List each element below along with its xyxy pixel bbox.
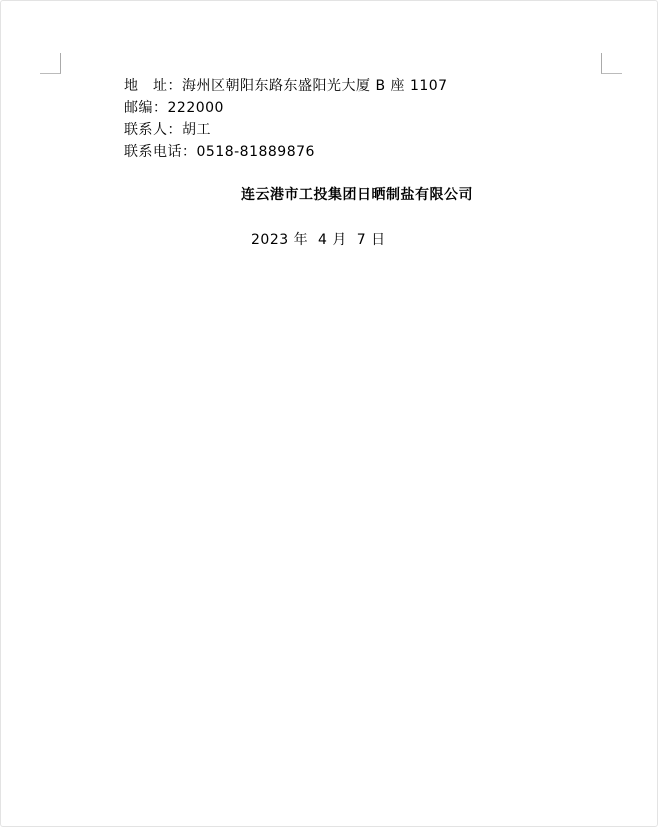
contact-person-line: 联系人：胡工 [124, 122, 211, 138]
company-signature-line: 连云港市工投集团日晒制盐有限公司 [241, 187, 473, 203]
postcode-line: 邮编：222000 [124, 100, 224, 116]
address-line: 地 址：海州区朝阳东路东盛阳光大厦 B 座 1107 [124, 78, 448, 94]
margin-crop-mark-top-left [40, 53, 61, 74]
signature-date-line: 2023 年 4 月 7 日 [251, 232, 386, 248]
contact-phone-line: 联系电话：0518-81889876 [124, 144, 315, 160]
margin-crop-mark-top-right [601, 53, 622, 74]
